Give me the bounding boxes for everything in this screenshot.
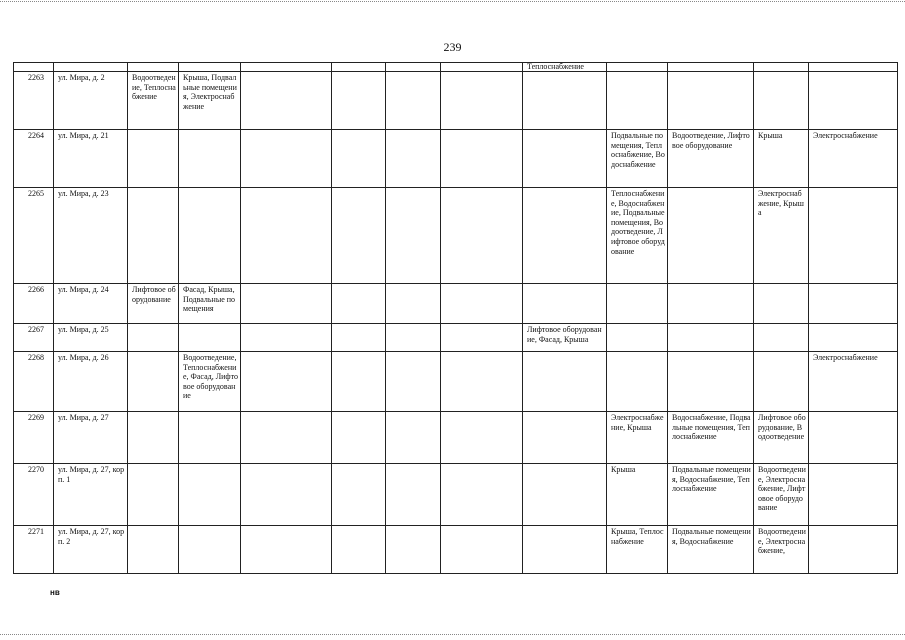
- work-cell: Водоотведение, Электроснабжение,: [754, 526, 809, 574]
- table-row: [14, 526, 898, 574]
- work-cell: Крыша, Подвальные помещения, Электроснабжение: [179, 72, 241, 130]
- work-cell: [754, 352, 809, 412]
- work-cell: [332, 324, 386, 352]
- work-cell: [386, 526, 441, 574]
- work-cell: [179, 188, 241, 284]
- work-cell: [523, 130, 607, 188]
- work-cell: [441, 284, 523, 324]
- table-row: [14, 412, 898, 464]
- address-cell: ул. Мира, д. 24: [54, 284, 128, 324]
- address-cell: ул. Мира, д. 26: [54, 352, 128, 412]
- work-cell: [241, 284, 332, 324]
- address-cell: ул. Мира, д. 27, корп. 2: [54, 526, 128, 574]
- row-number-cell: 2270: [14, 464, 54, 526]
- work-cell: [441, 412, 523, 464]
- table-header-row: [14, 63, 898, 72]
- work-cell: [241, 526, 332, 574]
- work-cell: [332, 284, 386, 324]
- header-cell: [179, 63, 241, 72]
- header-cell: [386, 63, 441, 72]
- work-cell: [668, 324, 754, 352]
- header-cell: [668, 63, 754, 72]
- header-cell: [54, 63, 128, 72]
- work-cell: [241, 188, 332, 284]
- footer-mark: нв: [50, 588, 60, 597]
- header-cell: [754, 63, 809, 72]
- work-cell: [128, 526, 179, 574]
- work-cell: Электроснабжение, Крыша: [607, 412, 668, 464]
- work-cell: [332, 412, 386, 464]
- work-cell: [441, 188, 523, 284]
- work-cell: [607, 352, 668, 412]
- work-cell: [332, 130, 386, 188]
- work-cell: Подвальные помещения, Водоснабжение: [668, 526, 754, 574]
- work-cell: [523, 284, 607, 324]
- work-cell: Теплоснабжение, Водоснабжение, Подвальные помещения, Водоотведение, Лифтовое оборудование: [607, 188, 668, 284]
- work-cell: [809, 412, 898, 464]
- scan-edge-top: [0, 1, 905, 2]
- work-cell: Крыша: [754, 130, 809, 188]
- work-cell: [386, 352, 441, 412]
- work-cell: [179, 324, 241, 352]
- work-cell: [809, 284, 898, 324]
- work-cell: [668, 352, 754, 412]
- work-cell: Водоотведение, Теплоснабжение: [128, 72, 179, 130]
- work-cell: [754, 284, 809, 324]
- work-cell: Лифтовое оборудование, Фасад, Крыша: [523, 324, 607, 352]
- work-cell: [754, 324, 809, 352]
- table-body: [14, 63, 898, 574]
- header-cell: [607, 63, 668, 72]
- work-cell: [668, 188, 754, 284]
- work-cell: Крыша, Теплоснабжение: [607, 526, 668, 574]
- work-cell: Электроснабжение: [809, 130, 898, 188]
- work-cell: Водоотведение, Электроснабжение, Лифтовое оборудование: [754, 464, 809, 526]
- work-cell: Водоотведение, Лифтовое оборудование: [668, 130, 754, 188]
- work-cell: Подвальные помещения, Теплоснабжение, Водоснабжение: [607, 130, 668, 188]
- row-number-cell: 2268: [14, 352, 54, 412]
- work-cell: [332, 188, 386, 284]
- work-cell: [607, 324, 668, 352]
- work-cell: [386, 130, 441, 188]
- work-cell: [809, 72, 898, 130]
- work-cell: [809, 324, 898, 352]
- work-cell: [523, 188, 607, 284]
- work-cell: [179, 412, 241, 464]
- work-cell: [241, 324, 332, 352]
- work-cell: Электроснабжение, Крыша: [754, 188, 809, 284]
- header-cell: [241, 63, 332, 72]
- work-cell: [441, 352, 523, 412]
- work-cell: [128, 352, 179, 412]
- table-row: [14, 188, 898, 284]
- table-row: [14, 352, 898, 412]
- header-cell: [128, 63, 179, 72]
- work-cell: [332, 464, 386, 526]
- row-number-cell: 2269: [14, 412, 54, 464]
- header-cell: Теплоснабжение: [523, 63, 607, 72]
- work-cell: [179, 526, 241, 574]
- work-cell: [441, 72, 523, 130]
- work-cell: [241, 130, 332, 188]
- table-row: [14, 464, 898, 526]
- work-cell: [179, 464, 241, 526]
- work-cell: [386, 72, 441, 130]
- work-cell: [607, 284, 668, 324]
- row-number-cell: 2267: [14, 324, 54, 352]
- work-cell: [809, 464, 898, 526]
- work-cell: [179, 130, 241, 188]
- work-cell: [241, 352, 332, 412]
- page-number: 239: [443, 40, 462, 54]
- work-cell: [386, 188, 441, 284]
- row-number-cell: 2265: [14, 188, 54, 284]
- work-cell: [386, 412, 441, 464]
- work-cell: [386, 284, 441, 324]
- header-cell: [441, 63, 523, 72]
- work-cell: [128, 130, 179, 188]
- row-number-cell: 2264: [14, 130, 54, 188]
- work-cell: [332, 352, 386, 412]
- work-cell: [809, 526, 898, 574]
- work-cell: [241, 72, 332, 130]
- work-cell: [809, 188, 898, 284]
- work-cell: [441, 324, 523, 352]
- table-row: [14, 72, 898, 130]
- work-cell: [523, 526, 607, 574]
- work-cell: Водоотведение, Теплоснабжение, Фасад, Лифтовое оборудование: [179, 352, 241, 412]
- header-cell: [809, 63, 898, 72]
- address-cell: ул. Мира, д. 2: [54, 72, 128, 130]
- address-cell: ул. Мира, д. 27: [54, 412, 128, 464]
- work-cell: [386, 464, 441, 526]
- work-cell: Крыша: [607, 464, 668, 526]
- row-number-cell: 2271: [14, 526, 54, 574]
- table-row: [14, 324, 898, 352]
- work-cell: Водоснабжение, Подвальные помещения, Теплоснабжение: [668, 412, 754, 464]
- work-cell: [241, 412, 332, 464]
- work-cell: [668, 284, 754, 324]
- header-cell: [332, 63, 386, 72]
- work-cell: [668, 72, 754, 130]
- work-cell: [754, 72, 809, 130]
- work-cell: [441, 464, 523, 526]
- address-cell: ул. Мира, д. 25: [54, 324, 128, 352]
- address-cell: ул. Мира, д. 23: [54, 188, 128, 284]
- work-cell: [128, 464, 179, 526]
- work-cell: Фасад, Крыша, Подвальные помещения: [179, 284, 241, 324]
- table-row: [14, 284, 898, 324]
- work-cell: [441, 526, 523, 574]
- work-cell: Лифтовое оборудование: [128, 284, 179, 324]
- row-number-cell: 2263: [14, 72, 54, 130]
- row-number-cell: 2266: [14, 284, 54, 324]
- address-cell: ул. Мира, д. 21: [54, 130, 128, 188]
- work-cell: [523, 464, 607, 526]
- work-cell: [332, 526, 386, 574]
- work-cell: [332, 72, 386, 130]
- header-cell: [14, 63, 54, 72]
- work-cell: [523, 352, 607, 412]
- work-cell: [523, 412, 607, 464]
- work-cell: Электроснабжение: [809, 352, 898, 412]
- address-cell: ул. Мира, д. 27, корп. 1: [54, 464, 128, 526]
- work-cell: Лифтовое оборудование, Водоотведение: [754, 412, 809, 464]
- table-row: [14, 130, 898, 188]
- work-cell: [241, 464, 332, 526]
- work-cell: [607, 72, 668, 130]
- work-cell: [386, 324, 441, 352]
- work-cell: Подвальные помещения, Водоснабжение, Теплоснабжение: [668, 464, 754, 526]
- repair-schedule-table: [13, 62, 898, 574]
- work-cell: [523, 72, 607, 130]
- work-cell: [128, 324, 179, 352]
- work-cell: [441, 130, 523, 188]
- scan-edge-bottom: [0, 634, 905, 635]
- work-cell: [128, 412, 179, 464]
- work-cell: [128, 188, 179, 284]
